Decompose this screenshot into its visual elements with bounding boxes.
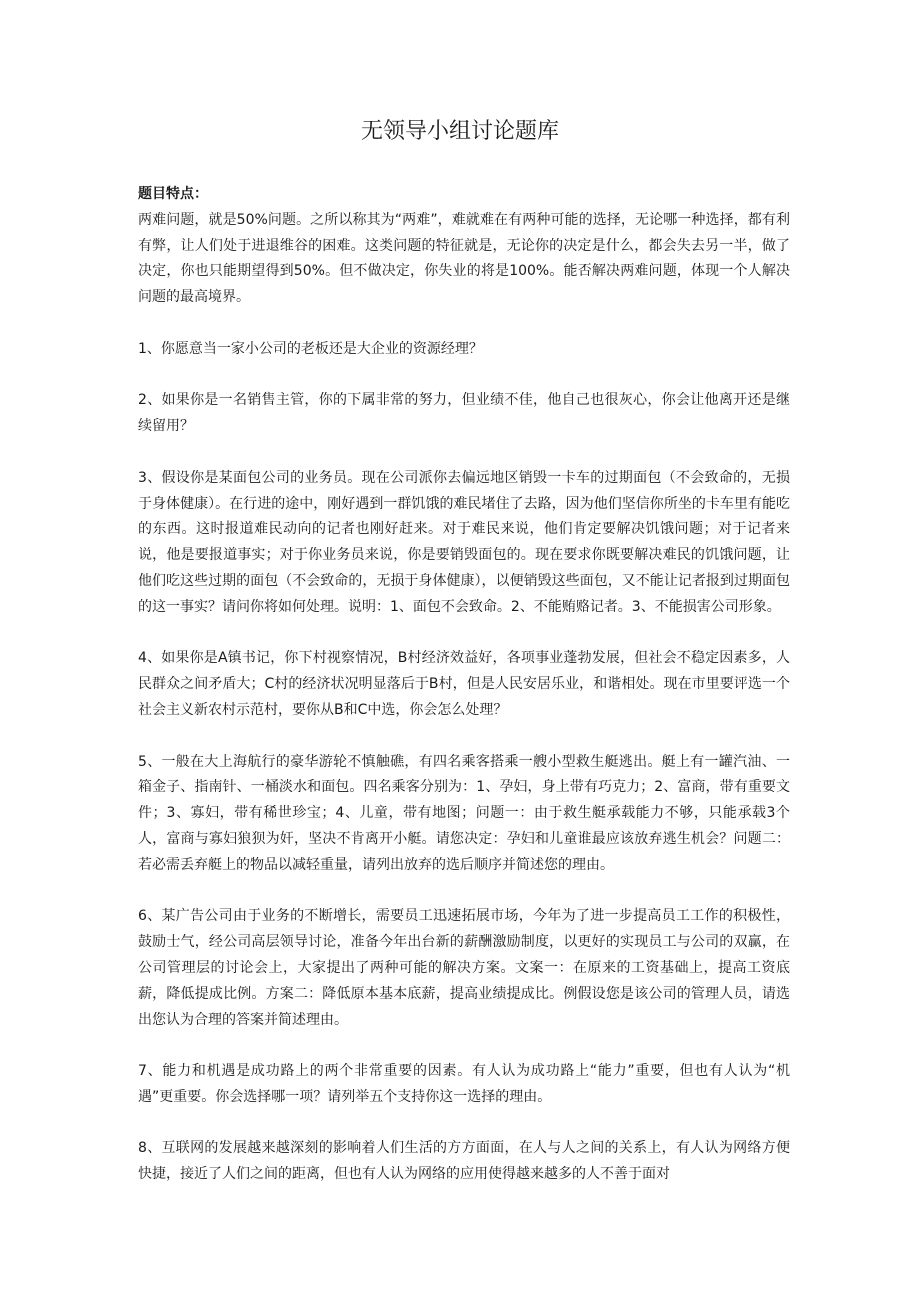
- section-heading: 题目特点：: [138, 186, 208, 202]
- question-6: 6、某广告公司由于业务的不断增长，需要员工迅速拓展市场，今年为了进一步提高员工工作的积极性，鼓励士气，经公司高层领导讨论，准备今年出台新的薪酬激励制度，以更好的实现员工与公司的双赢，在公司管理层的讨论会上，大家提出了两种可能的解决方案。文案一：在原来的工资基础上，提高工资底薪，降低提成比例。方案二：降低原本基本底薪，提高业绩提成比。例假设您是该公司的管理人员，请选出您认为合理的答案并简述理由。: [138, 908, 790, 1028]
- question-5: 5、一般在大上海航行的豪华游轮不慎触礁，有四名乘客搭乘一艘小型救生艇逃出。艇上有一罐汽油、一箱金子、指南针、一桶淡水和面包。四名乘客分别为：1、孕妇，身上带有巧克力；2、富商，带有重要文件；3、寡妇，带有稀世珍宝；4、儿童，带有地图；问题一：由于救生艇承载能力不够，只能承载3个人，富商与寡妇狼狈为奸，坚决不肯离开小艇。请您决定：孕妇和儿童谁最应该放弃逃生机会？问题二：若必需丢弃艇上的物品以减轻重量，请列出放弃的选后顺序并简述您的理由。: [138, 753, 790, 873]
- document-title: 无领导小组讨论题库: [360, 119, 559, 144]
- question-4: 4、如果你是A镇书记，你下村视察情况，B村经济效益好，各项事业蓬勃发展，但社会不稳定因素多，人民群众之间矛盾大；C村的经济状况明显落后于B村，但是人民安居乐业，和谐相处。现在市里要评选一个社会主义新农村示范村，要你从B和C中选，你会怎么处理？: [138, 650, 790, 718]
- question-2: 2、如果你是一名销售主管，你的下属非常的努力，但业绩不佳，他自己也很灰心，你会让他离开还是继续留用？: [138, 392, 790, 435]
- question-1: 1、你愿意当一家小公司的老板还是大企业的资源经理？: [138, 340, 483, 357]
- document-body: [138, 182, 790, 1188]
- question-3: 3、假设你是某面包公司的业务员。现在公司派你去偏远地区销毁一卡车的过期面包（不会致命的，无损于身体健康）。在行进的途中，刚好遇到一群饥饿的难民堵住了去路，因为他们坚信你所坐的卡车里有能吃的东西。这时报道难民动向的记者也刚好赶来。对于难民来说，他们肯定要解决饥饿问题；对于记者来说，他是要报道事实；对于你业务员来说，你是要销毁面包的。现在要求你既要解决难民的饥饿问题，让他们吃这些过期的面包（不会致命的，无损于身体健康），以便销毁这些面包，又不能让记者报到过期面包的这一事实？请问你将如何处理。说明：1、面包不会致命。2、不能贿赂记者。3、不能损害公司形象。: [138, 469, 790, 615]
- question-8: 8、互联网的发展越来越深刻的影响着人们生活的方方面面，在人与人之间的关系上，有人认为网络方便快捷，接近了人们之间的距离，但也有人认为网络的应用使得越来越多的人不善于面对: [138, 1140, 790, 1183]
- question-7: 7、能力和机遇是成功路上的两个非常重要的因素。有人认为成功路上“能力”重要，但也有人认为“机遇”更重要。你会选择哪一项？请列举五个支持你这一选择的理由。: [138, 1063, 790, 1105]
- intro-paragraph: 两难问题，就是50%问题。之所以称其为“两难”，难就难在有两种可能的选择，无论哪一种选择，都有利有弊，让人们处于进退维谷的困难。这类问题的特征就是，无论你的决定是什么，都会失去另一半，做了决定，你也只能期望得到50%。但不做决定，你失业的将是100%。能否解决两难问题，体现一个人解决问题的最高境界。: [138, 211, 790, 306]
